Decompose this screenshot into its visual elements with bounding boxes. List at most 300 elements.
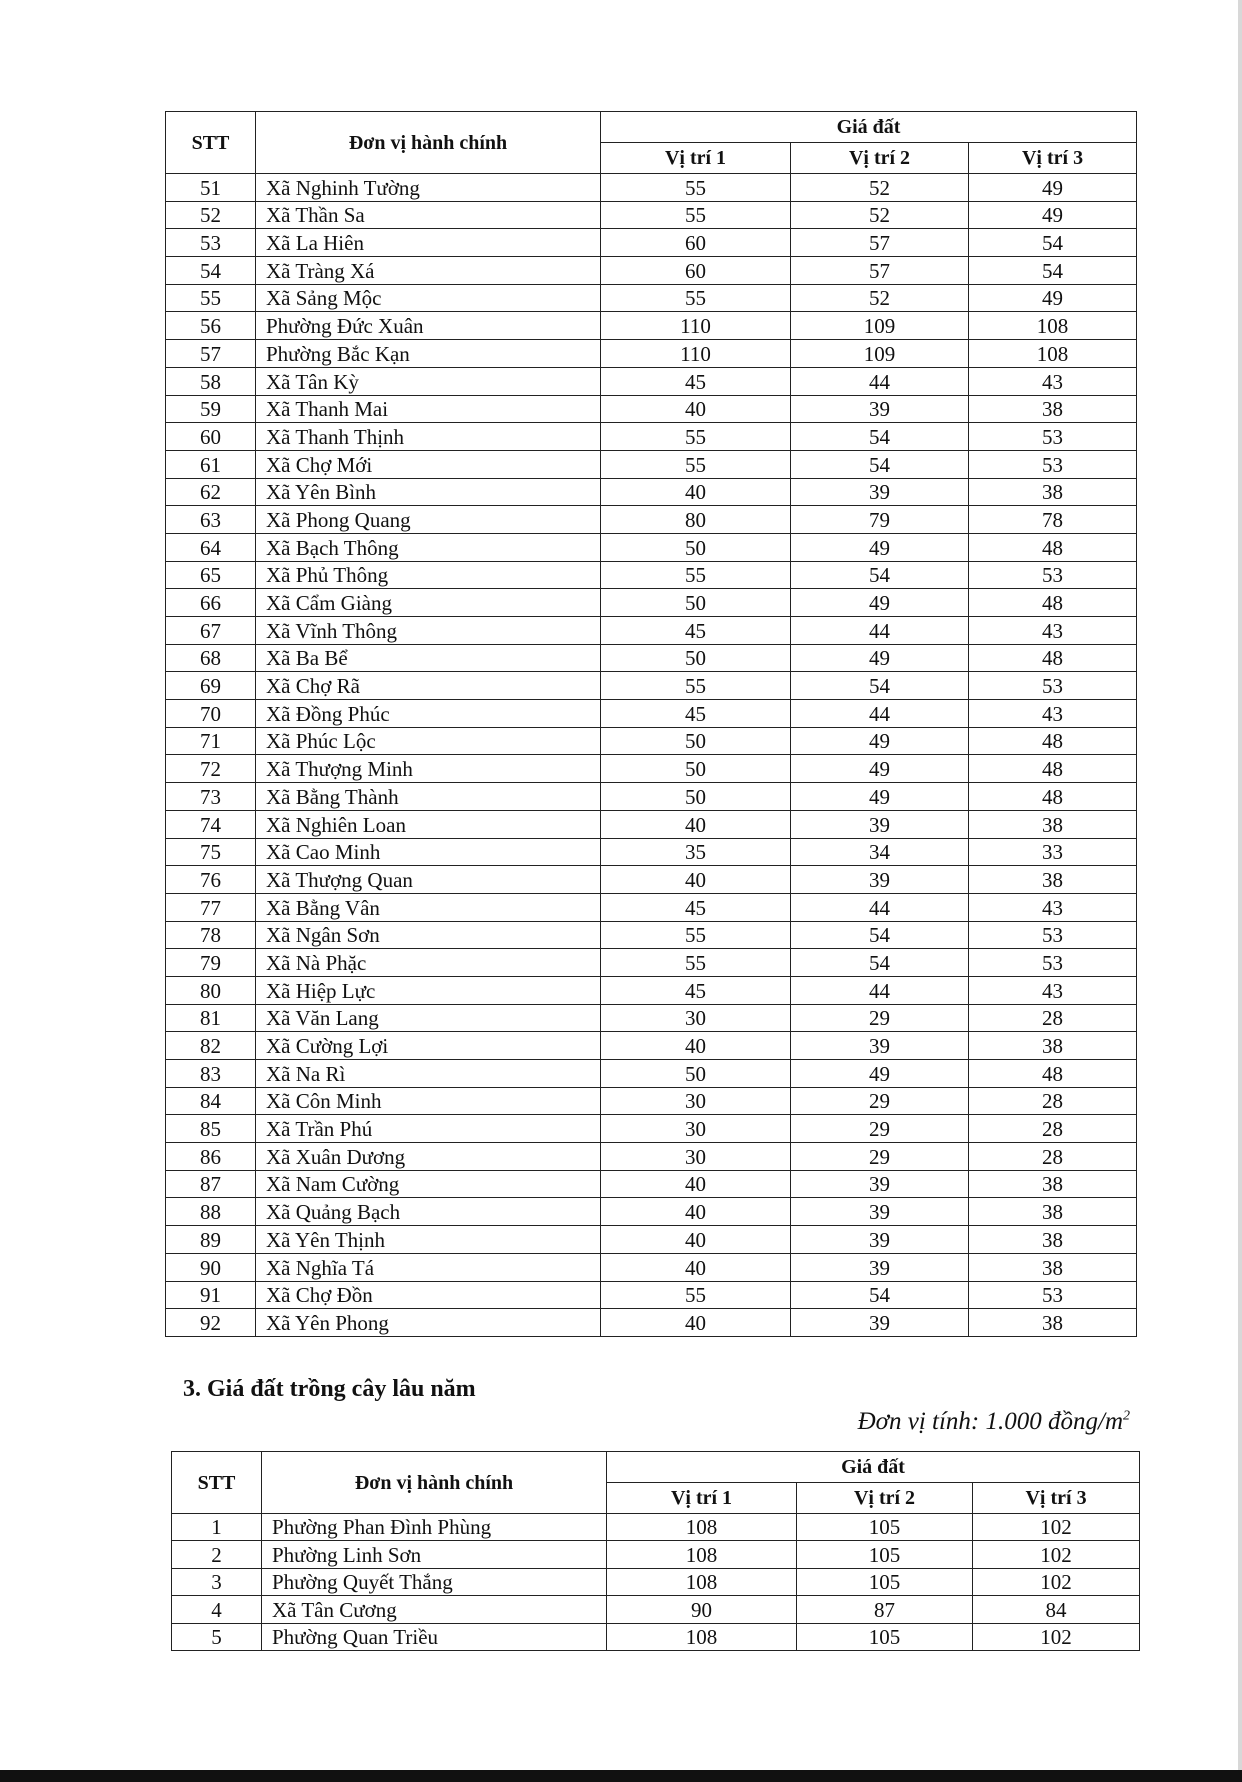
cell-position-1: 40 bbox=[601, 1253, 791, 1281]
cell-position-1: 45 bbox=[601, 976, 791, 1004]
cell-position-2: 44 bbox=[791, 893, 969, 921]
section-title: 3. Giá đất trồng cây lâu năm bbox=[183, 1376, 476, 1402]
cell-position-3: 38 bbox=[969, 478, 1137, 506]
table-row bbox=[166, 229, 1137, 257]
cell-position-3: 84 bbox=[973, 1596, 1140, 1623]
cell-position-2: 44 bbox=[791, 617, 969, 645]
table-row bbox=[166, 644, 1137, 672]
cell-position-1: 30 bbox=[601, 1115, 791, 1143]
table-row bbox=[166, 866, 1137, 894]
cell-position-1: 45 bbox=[601, 617, 791, 645]
cell-stt: 83 bbox=[166, 1060, 256, 1088]
header-position-1: Vị trí 1 bbox=[601, 143, 791, 174]
table-row bbox=[166, 700, 1137, 728]
cell-position-3: 48 bbox=[969, 1060, 1137, 1088]
cell-position-3: 102 bbox=[973, 1623, 1140, 1650]
cell-position-3: 43 bbox=[969, 700, 1137, 728]
cell-position-3: 43 bbox=[969, 893, 1137, 921]
header-stt: STT bbox=[166, 112, 256, 174]
table-row bbox=[166, 423, 1137, 451]
cell-position-2: 79 bbox=[791, 506, 969, 534]
cell-stt: 2 bbox=[172, 1541, 262, 1568]
cell-position-2: 105 bbox=[797, 1623, 973, 1650]
land-price-table-continued bbox=[165, 111, 1137, 1337]
cell-position-2: 39 bbox=[791, 810, 969, 838]
table-row bbox=[166, 367, 1137, 395]
cell-stt: 64 bbox=[166, 533, 256, 561]
cell-stt: 87 bbox=[166, 1170, 256, 1198]
cell-position-1: 50 bbox=[601, 783, 791, 811]
cell-position-3: 43 bbox=[969, 617, 1137, 645]
cell-position-1: 55 bbox=[601, 672, 791, 700]
cell-stt: 72 bbox=[166, 755, 256, 783]
cell-position-2: 39 bbox=[791, 1198, 969, 1226]
cell-admin-unit: Xã Thần Sa bbox=[256, 201, 601, 229]
cell-position-1: 55 bbox=[601, 174, 791, 202]
cell-position-1: 55 bbox=[601, 949, 791, 977]
cell-position-1: 35 bbox=[601, 838, 791, 866]
cell-position-1: 55 bbox=[601, 284, 791, 312]
cell-position-2: 29 bbox=[791, 1115, 969, 1143]
table2-body bbox=[172, 1514, 1140, 1651]
header-position-2: Vị trí 2 bbox=[791, 143, 969, 174]
cell-position-3: 102 bbox=[973, 1514, 1140, 1541]
cell-stt: 92 bbox=[166, 1309, 256, 1337]
cell-stt: 4 bbox=[172, 1596, 262, 1623]
cell-stt: 62 bbox=[166, 478, 256, 506]
cell-admin-unit: Xã Côn Minh bbox=[256, 1087, 601, 1115]
cell-position-2: 29 bbox=[791, 1087, 969, 1115]
cell-position-1: 30 bbox=[601, 1143, 791, 1171]
cell-stt: 60 bbox=[166, 423, 256, 451]
cell-position-2: 109 bbox=[791, 340, 969, 368]
cell-position-3: 108 bbox=[969, 312, 1137, 340]
table-row bbox=[166, 1281, 1137, 1309]
cell-position-2: 54 bbox=[791, 921, 969, 949]
cell-position-2: 39 bbox=[791, 866, 969, 894]
cell-position-1: 108 bbox=[607, 1514, 797, 1541]
cell-position-2: 39 bbox=[791, 1032, 969, 1060]
cell-position-2: 52 bbox=[791, 201, 969, 229]
cell-admin-unit: Xã Bạch Thông bbox=[256, 533, 601, 561]
cell-stt: 69 bbox=[166, 672, 256, 700]
table-row bbox=[166, 340, 1137, 368]
cell-stt: 54 bbox=[166, 257, 256, 285]
header-position-2: Vị trí 2 bbox=[797, 1483, 973, 1514]
cell-position-3: 54 bbox=[969, 257, 1137, 285]
cell-admin-unit: Xã Tân Kỳ bbox=[256, 367, 601, 395]
table-row bbox=[166, 561, 1137, 589]
cell-admin-unit: Xã Thượng Minh bbox=[256, 755, 601, 783]
cell-position-2: 44 bbox=[791, 976, 969, 1004]
cell-admin-unit: Xã Bằng Vân bbox=[256, 893, 601, 921]
table-row bbox=[166, 257, 1137, 285]
table-row bbox=[172, 1596, 1140, 1623]
cell-stt: 85 bbox=[166, 1115, 256, 1143]
cell-position-2: 54 bbox=[791, 1281, 969, 1309]
table-row bbox=[166, 450, 1137, 478]
cell-position-2: 54 bbox=[791, 450, 969, 478]
cell-position-2: 54 bbox=[791, 561, 969, 589]
cell-position-1: 60 bbox=[601, 229, 791, 257]
cell-position-1: 50 bbox=[601, 727, 791, 755]
cell-position-1: 40 bbox=[601, 1226, 791, 1254]
cell-position-3: 49 bbox=[969, 284, 1137, 312]
table-row bbox=[166, 810, 1137, 838]
cell-admin-unit: Xã Chợ Rã bbox=[256, 672, 601, 700]
cell-position-3: 38 bbox=[969, 1170, 1137, 1198]
cell-position-1: 108 bbox=[607, 1541, 797, 1568]
header-position-3: Vị trí 3 bbox=[969, 143, 1137, 174]
cell-admin-unit: Xã Chợ Đồn bbox=[256, 1281, 601, 1309]
table-row bbox=[166, 1226, 1137, 1254]
cell-stt: 57 bbox=[166, 340, 256, 368]
cell-admin-unit: Xã Thanh Mai bbox=[256, 395, 601, 423]
cell-position-2: 29 bbox=[791, 1004, 969, 1032]
cell-admin-unit: Xã Văn Lang bbox=[256, 1004, 601, 1032]
cell-position-3: 53 bbox=[969, 561, 1137, 589]
cell-position-2: 49 bbox=[791, 783, 969, 811]
cell-position-1: 80 bbox=[601, 506, 791, 534]
cell-stt: 79 bbox=[166, 949, 256, 977]
cell-admin-unit: Xã Yên Phong bbox=[256, 1309, 601, 1337]
cell-position-1: 50 bbox=[601, 533, 791, 561]
cell-admin-unit: Phường Linh Sơn bbox=[262, 1541, 607, 1568]
cell-position-3: 38 bbox=[969, 810, 1137, 838]
cell-position-2: 39 bbox=[791, 1170, 969, 1198]
cell-position-3: 28 bbox=[969, 1115, 1137, 1143]
cell-stt: 78 bbox=[166, 921, 256, 949]
cell-admin-unit: Xã Na Rì bbox=[256, 1060, 601, 1088]
table-row bbox=[166, 1253, 1137, 1281]
cell-admin-unit: Xã Bằng Thành bbox=[256, 783, 601, 811]
cell-stt: 71 bbox=[166, 727, 256, 755]
cell-admin-unit: Xã Nghiên Loan bbox=[256, 810, 601, 838]
cell-position-1: 110 bbox=[601, 312, 791, 340]
cell-admin-unit: Xã Trần Phú bbox=[256, 1115, 601, 1143]
table-row bbox=[172, 1514, 1140, 1541]
table-row bbox=[166, 395, 1137, 423]
cell-position-2: 29 bbox=[791, 1143, 969, 1171]
cell-position-3: 38 bbox=[969, 1032, 1137, 1060]
cell-admin-unit: Xã Yên Bình bbox=[256, 478, 601, 506]
cell-position-3: 28 bbox=[969, 1143, 1137, 1171]
cell-stt: 86 bbox=[166, 1143, 256, 1171]
cell-stt: 81 bbox=[166, 1004, 256, 1032]
cell-position-1: 50 bbox=[601, 589, 791, 617]
cell-position-3: 38 bbox=[969, 395, 1137, 423]
cell-position-2: 105 bbox=[797, 1514, 973, 1541]
table-row bbox=[166, 976, 1137, 1004]
cell-position-3: 48 bbox=[969, 783, 1137, 811]
table-row bbox=[166, 506, 1137, 534]
cell-position-3: 48 bbox=[969, 533, 1137, 561]
cell-stt: 77 bbox=[166, 893, 256, 921]
cell-position-1: 108 bbox=[607, 1623, 797, 1650]
cell-stt: 58 bbox=[166, 367, 256, 395]
cell-position-1: 40 bbox=[601, 395, 791, 423]
cell-admin-unit: Xã Phủ Thông bbox=[256, 561, 601, 589]
cell-position-1: 40 bbox=[601, 1309, 791, 1337]
header-admin-unit: Đơn vị hành chính bbox=[256, 112, 601, 174]
table-row bbox=[166, 284, 1137, 312]
cell-admin-unit: Xã Tân Cương bbox=[262, 1596, 607, 1623]
cell-position-3: 78 bbox=[969, 506, 1137, 534]
cell-position-2: 49 bbox=[791, 755, 969, 783]
table-row bbox=[172, 1568, 1140, 1595]
cell-admin-unit: Xã Vĩnh Thông bbox=[256, 617, 601, 645]
header-stt: STT bbox=[172, 1452, 262, 1514]
perennial-crop-land-price-table bbox=[171, 1451, 1140, 1651]
cell-stt: 82 bbox=[166, 1032, 256, 1060]
cell-admin-unit: Xã Thanh Thịnh bbox=[256, 423, 601, 451]
cell-position-2: 34 bbox=[791, 838, 969, 866]
cell-position-2: 105 bbox=[797, 1568, 973, 1595]
table-row bbox=[166, 838, 1137, 866]
cell-position-3: 48 bbox=[969, 755, 1137, 783]
table-row bbox=[172, 1623, 1140, 1650]
cell-position-1: 55 bbox=[601, 921, 791, 949]
cell-admin-unit: Xã Hiệp Lực bbox=[256, 976, 601, 1004]
cell-position-2: 54 bbox=[791, 672, 969, 700]
cell-stt: 66 bbox=[166, 589, 256, 617]
table-row bbox=[166, 617, 1137, 645]
cell-position-3: 48 bbox=[969, 589, 1137, 617]
cell-admin-unit: Phường Bắc Kạn bbox=[256, 340, 601, 368]
cell-admin-unit: Xã Phong Quang bbox=[256, 506, 601, 534]
table-row bbox=[166, 672, 1137, 700]
cell-stt: 59 bbox=[166, 395, 256, 423]
table-row bbox=[166, 533, 1137, 561]
cell-admin-unit: Xã Cẩm Giàng bbox=[256, 589, 601, 617]
cell-position-2: 39 bbox=[791, 478, 969, 506]
cell-position-2: 57 bbox=[791, 257, 969, 285]
scan-bottom-edge bbox=[0, 1770, 1242, 1782]
cell-admin-unit: Phường Quyết Thắng bbox=[262, 1568, 607, 1595]
cell-stt: 68 bbox=[166, 644, 256, 672]
table-row bbox=[166, 1087, 1137, 1115]
cell-position-2: 54 bbox=[791, 949, 969, 977]
header-land-price: Giá đất bbox=[607, 1452, 1140, 1483]
cell-position-1: 110 bbox=[601, 340, 791, 368]
cell-position-3: 108 bbox=[969, 340, 1137, 368]
table-row bbox=[166, 727, 1137, 755]
cell-stt: 5 bbox=[172, 1623, 262, 1650]
table-row bbox=[166, 1309, 1137, 1337]
header-position-1: Vị trí 1 bbox=[607, 1483, 797, 1514]
cell-stt: 3 bbox=[172, 1568, 262, 1595]
cell-admin-unit: Xã Tràng Xá bbox=[256, 257, 601, 285]
cell-position-3: 38 bbox=[969, 1309, 1137, 1337]
table-row bbox=[166, 1198, 1137, 1226]
table-row bbox=[166, 1143, 1137, 1171]
cell-stt: 84 bbox=[166, 1087, 256, 1115]
cell-position-2: 44 bbox=[791, 367, 969, 395]
cell-admin-unit: Phường Đức Xuân bbox=[256, 312, 601, 340]
cell-position-3: 38 bbox=[969, 1226, 1137, 1254]
cell-position-2: 57 bbox=[791, 229, 969, 257]
cell-admin-unit: Xã Nam Cường bbox=[256, 1170, 601, 1198]
cell-admin-unit: Xã Nghinh Tường bbox=[256, 174, 601, 202]
cell-position-3: 102 bbox=[973, 1541, 1140, 1568]
cell-position-2: 49 bbox=[791, 644, 969, 672]
cell-stt: 70 bbox=[166, 700, 256, 728]
cell-position-3: 33 bbox=[969, 838, 1137, 866]
cell-position-3: 28 bbox=[969, 1004, 1137, 1032]
cell-stt: 90 bbox=[166, 1253, 256, 1281]
cell-stt: 61 bbox=[166, 450, 256, 478]
unit-note bbox=[858, 1408, 1130, 1436]
cell-position-2: 49 bbox=[791, 1060, 969, 1088]
cell-position-1: 60 bbox=[601, 257, 791, 285]
cell-stt: 88 bbox=[166, 1198, 256, 1226]
cell-position-1: 40 bbox=[601, 866, 791, 894]
cell-admin-unit: Phường Quan Triều bbox=[262, 1623, 607, 1650]
cell-admin-unit: Xã Nà Phặc bbox=[256, 949, 601, 977]
cell-stt: 91 bbox=[166, 1281, 256, 1309]
cell-position-3: 38 bbox=[969, 866, 1137, 894]
cell-position-2: 54 bbox=[791, 423, 969, 451]
table-row bbox=[166, 201, 1137, 229]
cell-position-2: 49 bbox=[791, 727, 969, 755]
cell-position-2: 109 bbox=[791, 312, 969, 340]
cell-position-3: 38 bbox=[969, 1198, 1137, 1226]
table-row bbox=[166, 1004, 1137, 1032]
cell-admin-unit: Phường Phan Đình Phùng bbox=[262, 1514, 607, 1541]
table-row bbox=[166, 783, 1137, 811]
cell-stt: 73 bbox=[166, 783, 256, 811]
cell-position-1: 30 bbox=[601, 1004, 791, 1032]
cell-position-1: 55 bbox=[601, 1281, 791, 1309]
table-row bbox=[166, 1115, 1137, 1143]
cell-position-1: 30 bbox=[601, 1087, 791, 1115]
cell-position-1: 108 bbox=[607, 1568, 797, 1595]
cell-position-1: 40 bbox=[601, 1032, 791, 1060]
cell-position-1: 50 bbox=[601, 755, 791, 783]
unit-note-superscript: 2 bbox=[1123, 1408, 1130, 1424]
cell-position-3: 53 bbox=[969, 450, 1137, 478]
cell-position-3: 53 bbox=[969, 672, 1137, 700]
table-row bbox=[166, 174, 1137, 202]
cell-position-1: 50 bbox=[601, 644, 791, 672]
cell-position-3: 49 bbox=[969, 201, 1137, 229]
cell-position-2: 49 bbox=[791, 533, 969, 561]
cell-position-2: 52 bbox=[791, 284, 969, 312]
unit-note-text: Đơn vị tính: 1.000 đồng/m bbox=[857, 1408, 1123, 1435]
cell-position-2: 39 bbox=[791, 1253, 969, 1281]
cell-position-3: 102 bbox=[973, 1568, 1140, 1595]
header-admin-unit: Đơn vị hành chính bbox=[262, 1452, 607, 1514]
cell-admin-unit: Xã Thượng Quan bbox=[256, 866, 601, 894]
cell-position-3: 48 bbox=[969, 644, 1137, 672]
cell-admin-unit: Xã La Hiên bbox=[256, 229, 601, 257]
cell-position-2: 39 bbox=[791, 1309, 969, 1337]
cell-stt: 63 bbox=[166, 506, 256, 534]
cell-admin-unit: Xã Cường Lợi bbox=[256, 1032, 601, 1060]
header-position-3: Vị trí 3 bbox=[973, 1483, 1140, 1514]
cell-stt: 80 bbox=[166, 976, 256, 1004]
cell-admin-unit: Xã Nghĩa Tá bbox=[256, 1253, 601, 1281]
cell-admin-unit: Xã Đồng Phúc bbox=[256, 700, 601, 728]
cell-position-3: 54 bbox=[969, 229, 1137, 257]
cell-stt: 75 bbox=[166, 838, 256, 866]
cell-admin-unit: Xã Ba Bể bbox=[256, 644, 601, 672]
table1-body bbox=[166, 174, 1137, 1337]
cell-admin-unit: Xã Chợ Mới bbox=[256, 450, 601, 478]
cell-admin-unit: Xã Xuân Dương bbox=[256, 1143, 601, 1171]
cell-position-1: 40 bbox=[601, 1198, 791, 1226]
cell-admin-unit: Xã Phúc Lộc bbox=[256, 727, 601, 755]
cell-position-1: 55 bbox=[601, 450, 791, 478]
table-row bbox=[166, 755, 1137, 783]
cell-stt: 65 bbox=[166, 561, 256, 589]
cell-stt: 55 bbox=[166, 284, 256, 312]
cell-position-2: 52 bbox=[791, 174, 969, 202]
cell-position-1: 55 bbox=[601, 561, 791, 589]
cell-position-3: 53 bbox=[969, 1281, 1137, 1309]
cell-position-2: 105 bbox=[797, 1541, 973, 1568]
table-row bbox=[166, 1170, 1137, 1198]
cell-stt: 67 bbox=[166, 617, 256, 645]
cell-position-1: 40 bbox=[601, 478, 791, 506]
table-row bbox=[166, 312, 1137, 340]
cell-stt: 76 bbox=[166, 866, 256, 894]
cell-stt: 74 bbox=[166, 810, 256, 838]
table-row bbox=[166, 1060, 1137, 1088]
table-row bbox=[166, 589, 1137, 617]
cell-position-2: 39 bbox=[791, 395, 969, 423]
cell-admin-unit: Xã Yên Thịnh bbox=[256, 1226, 601, 1254]
cell-position-3: 43 bbox=[969, 976, 1137, 1004]
cell-stt: 1 bbox=[172, 1514, 262, 1541]
table-row bbox=[166, 1032, 1137, 1060]
table-row bbox=[166, 893, 1137, 921]
cell-admin-unit: Xã Cao Minh bbox=[256, 838, 601, 866]
cell-position-1: 90 bbox=[607, 1596, 797, 1623]
cell-position-2: 49 bbox=[791, 589, 969, 617]
cell-position-1: 55 bbox=[601, 201, 791, 229]
cell-position-3: 49 bbox=[969, 174, 1137, 202]
cell-admin-unit: Xã Sảng Mộc bbox=[256, 284, 601, 312]
cell-stt: 56 bbox=[166, 312, 256, 340]
cell-position-3: 38 bbox=[969, 1253, 1137, 1281]
cell-position-3: 48 bbox=[969, 727, 1137, 755]
cell-admin-unit: Xã Ngân Sơn bbox=[256, 921, 601, 949]
cell-position-1: 55 bbox=[601, 423, 791, 451]
cell-stt: 51 bbox=[166, 174, 256, 202]
cell-admin-unit: Xã Quảng Bạch bbox=[256, 1198, 601, 1226]
cell-stt: 89 bbox=[166, 1226, 256, 1254]
table-row bbox=[172, 1541, 1140, 1568]
cell-position-1: 45 bbox=[601, 893, 791, 921]
cell-position-3: 53 bbox=[969, 423, 1137, 451]
cell-position-1: 50 bbox=[601, 1060, 791, 1088]
table-row bbox=[166, 949, 1137, 977]
cell-position-1: 45 bbox=[601, 700, 791, 728]
table-row bbox=[166, 478, 1137, 506]
page-edge bbox=[1238, 0, 1242, 1782]
header-land-price: Giá đất bbox=[601, 112, 1137, 143]
cell-position-1: 40 bbox=[601, 810, 791, 838]
cell-position-3: 53 bbox=[969, 949, 1137, 977]
cell-position-1: 45 bbox=[601, 367, 791, 395]
cell-position-3: 28 bbox=[969, 1087, 1137, 1115]
table-row bbox=[166, 921, 1137, 949]
cell-position-3: 53 bbox=[969, 921, 1137, 949]
cell-stt: 53 bbox=[166, 229, 256, 257]
cell-position-1: 40 bbox=[601, 1170, 791, 1198]
cell-position-2: 39 bbox=[791, 1226, 969, 1254]
